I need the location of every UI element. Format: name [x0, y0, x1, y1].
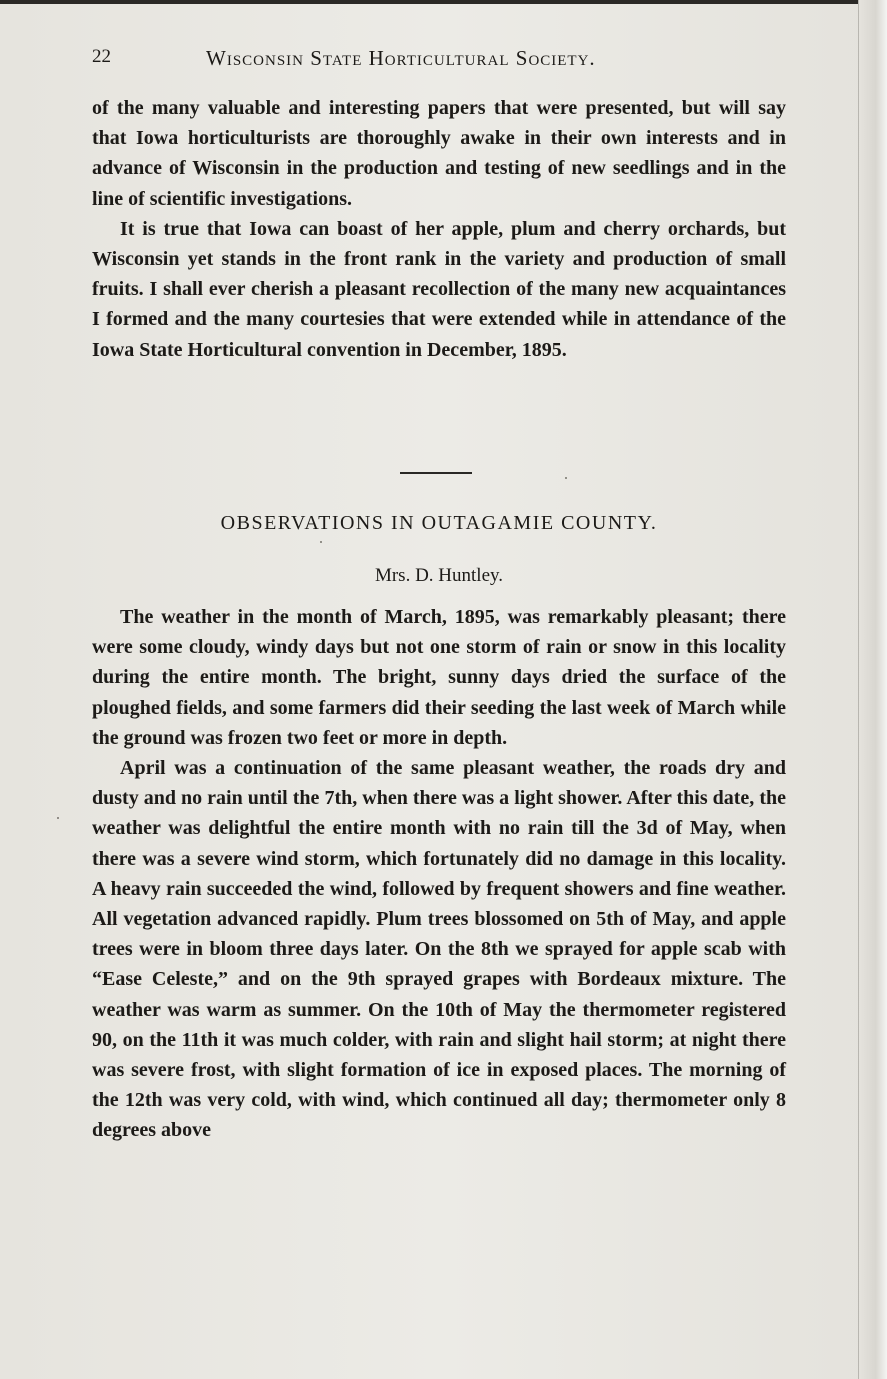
article-title: OBSERVATIONS IN OUTAGAMIE COUNTY.: [220, 512, 658, 534]
page-spine-edge: [858, 0, 887, 1379]
article-body: [92, 602, 786, 1146]
article-author: Mrs. D. Huntley.: [374, 565, 504, 586]
paper-speck: [320, 541, 322, 543]
paragraph: The weather in the month of March, 1895, was remarkably pleasant; there were some cloudy, windy days but not one storm of rain or snow in this locality during the entire month. The bright, sunny days dried the surface of the ploughed fields, and some farmers did their seeding the last week of March while the ground was frozen two feet or more in depth.: [92, 606, 786, 749]
paragraph: It is true that Iowa can boast of her apple, plum and cherry orchards, but Wisconsin yet stands in the front rank in the variety and production of small fruits. I shall ever cherish a pleasant recollection of the many new acquaintances I formed and the many courtesies that were extended while in attendance of the Iowa State Horticultural convention in December, 1895.: [92, 217, 786, 361]
running-head: Wisconsin State Horticultural Society.: [206, 46, 596, 70]
paragraph: April was a continuation of the same pleasant weather, the roads dry and dusty and no rain until the 7th, when there was a light shower. After this date, the weather was delightful the entire month with no rain till the 3d of May, when there was a severe wind storm, which fortunately did no damage in this locality. A heavy rain succeeded the wind, followed by frequent showers and fine weather. All vegetation advanced rapidly. Plum trees blossomed on 5th of May, and apple trees were in bloom three days later. On the 8th we sprayed for apple scab with “Ease Celeste,” and on the 9th sprayed grapes with Bordeaux mixture. The weather was warm as summer. On the 10th of May the thermometer registered 90, on the 11th it was much colder, with rain and slight hail storm; at night there was severe frost, with slight formation of ice in exposed places. The morning of the 12th was very cold, with wind, which continued all day; thermometer only 8 degrees above: [92, 757, 786, 1142]
paper-speck: [57, 817, 59, 819]
paragraph: of the many valuable and interesting papers that were presented, but will say that Iowa horticulturists are thoroughly awake in their own interests and in advance of Wisconsin in the production and testing of new seedlings and in the line of scientific investigations.: [92, 97, 786, 210]
page-header: [92, 46, 782, 72]
page-number: 22: [92, 46, 111, 67]
paper-speck: [565, 477, 567, 479]
section-divider: [400, 472, 472, 474]
continued-text-block: [92, 93, 786, 365]
page-top-edge: [0, 0, 859, 4]
